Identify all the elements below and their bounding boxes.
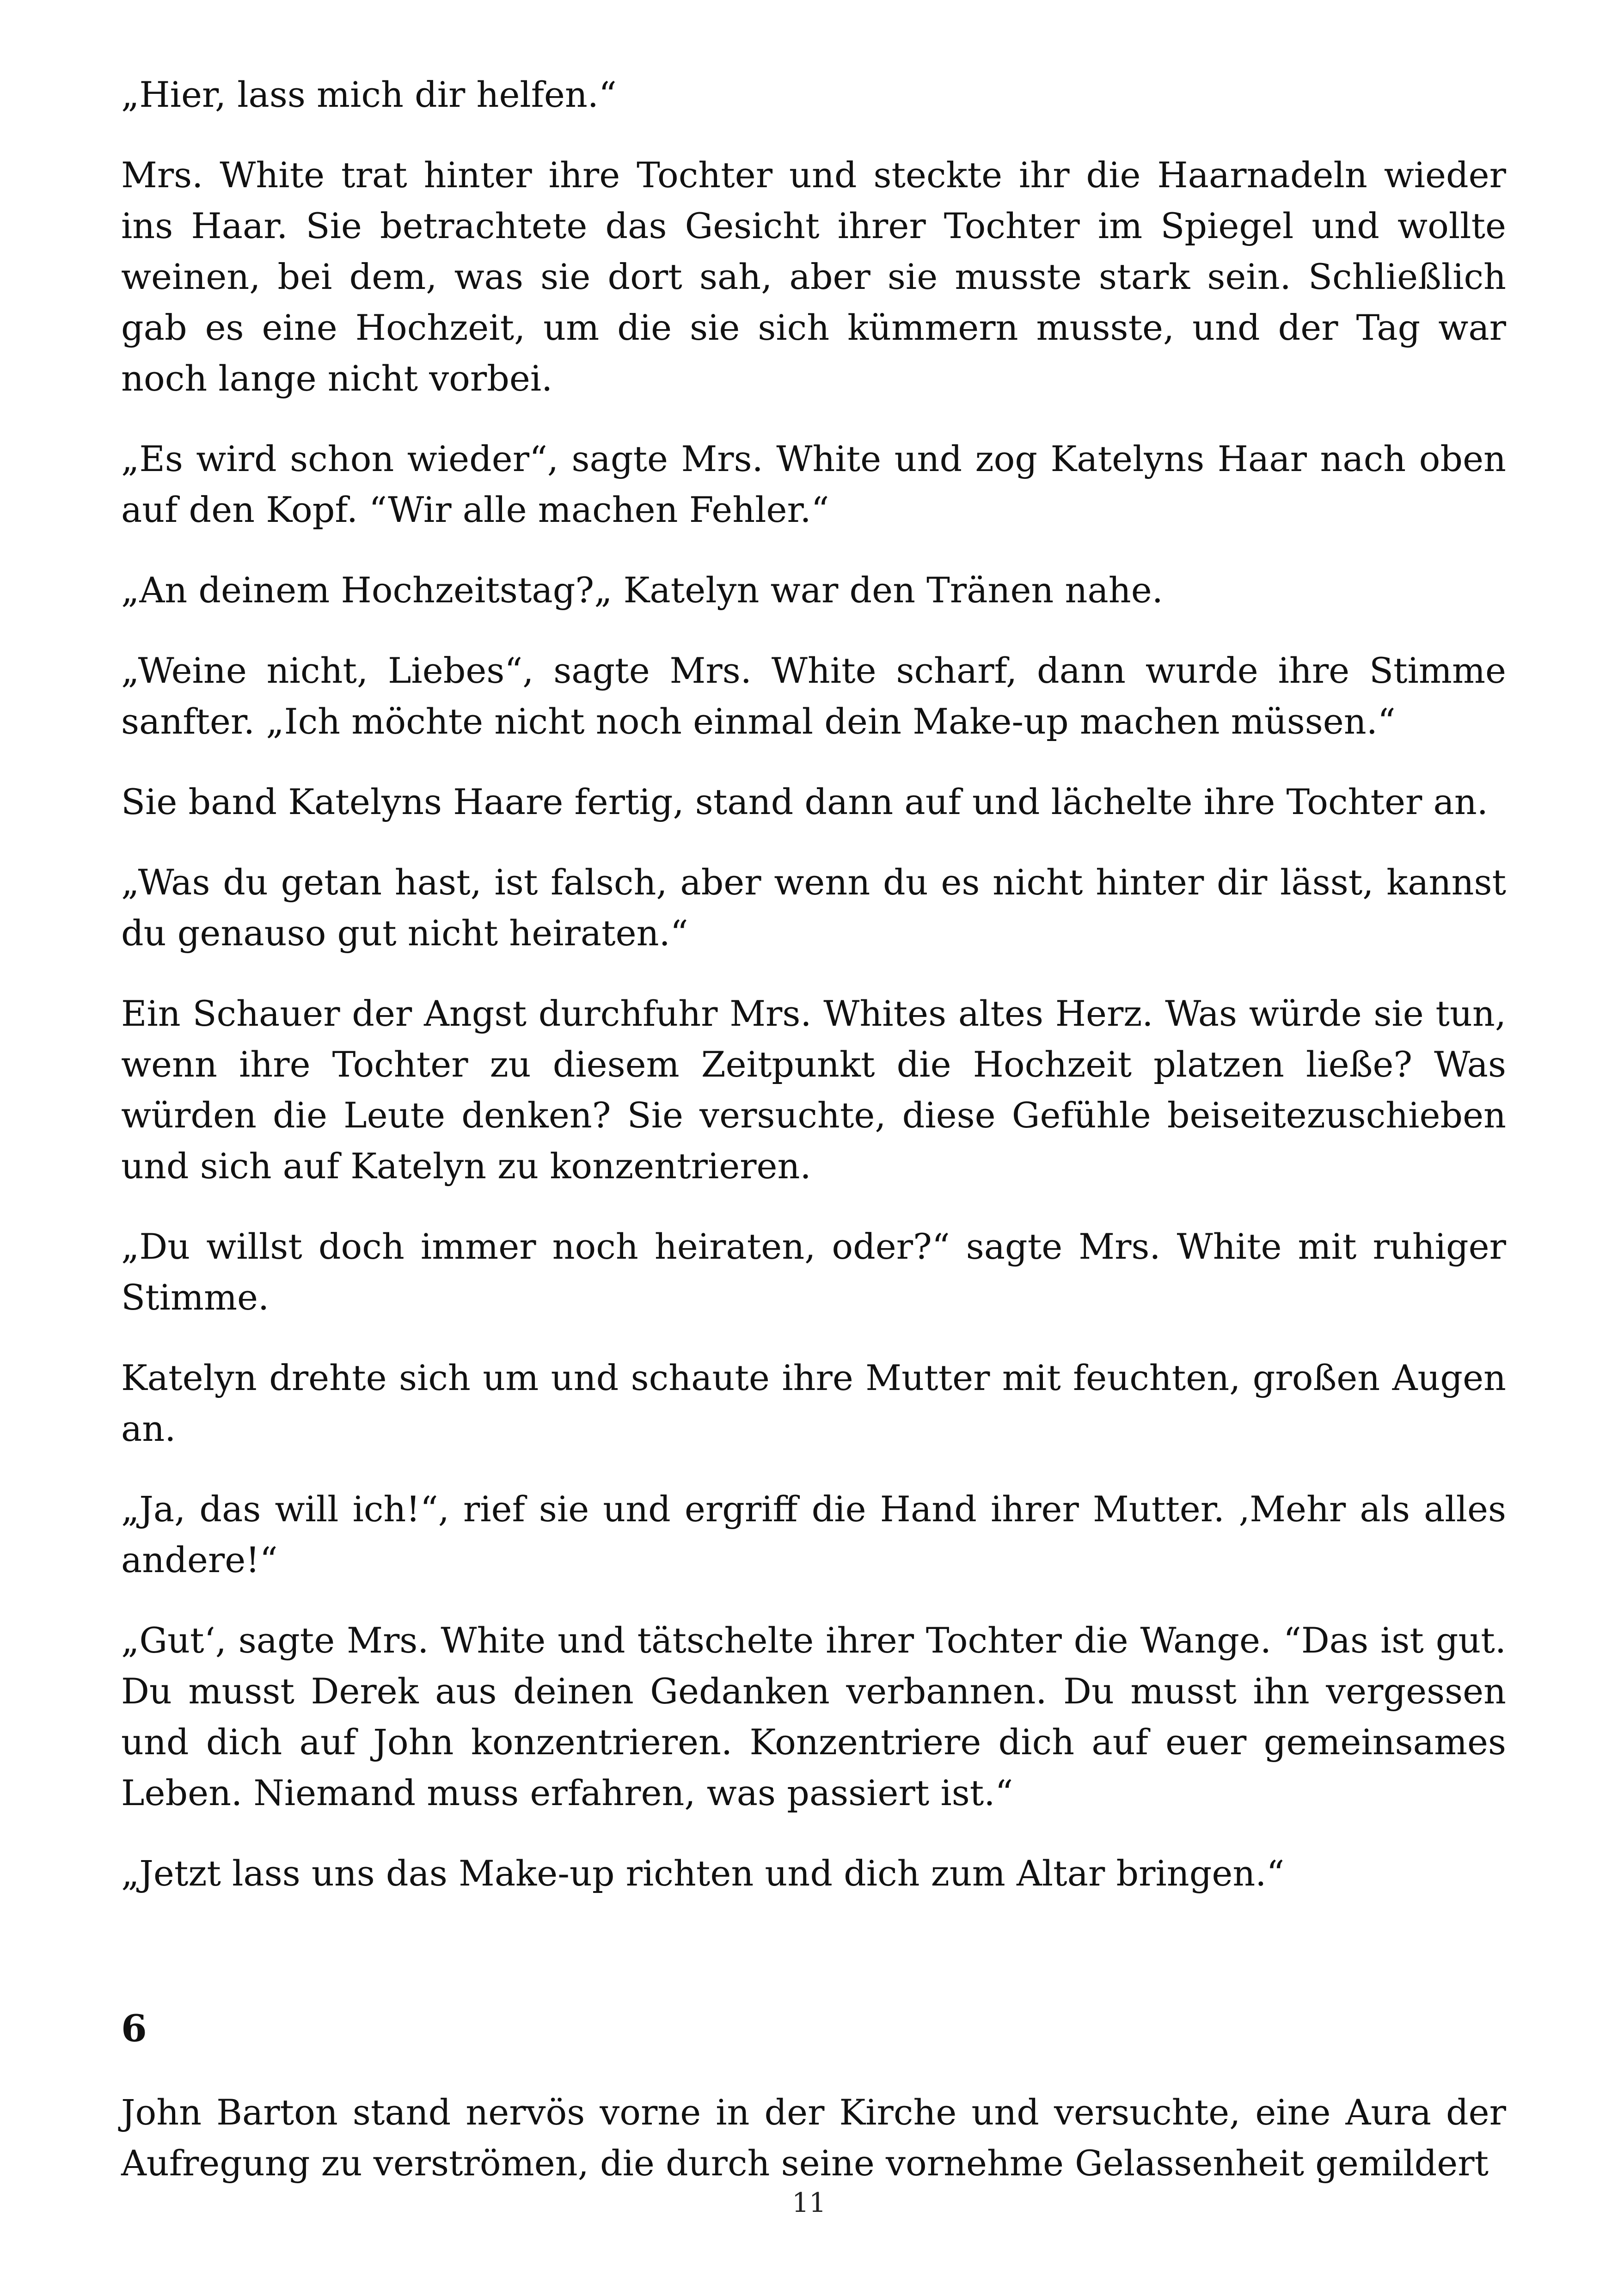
page-number: 11 (792, 2187, 826, 2218)
paragraph-1: „Hier, lass mich dir helfen.“ (121, 74, 617, 115)
paragraph-3: „Es wird schon wieder“, sagte Mrs. White und zog Katelyns Haar nach oben auf den Kopf. “Wir alle machen Fehler.“ (121, 438, 1506, 530)
paragraph-6: Sie band Katelyns Haare fertig, stand dann auf und lächelte ihre Tochter an. (121, 781, 1488, 822)
paragraph-5: „Weine nicht, Liebes“, sagte Mrs. White scharf, dann wurde ihre Stimme sanfter. „Ich möchte nicht noch einmal dein Make-up machen müssen.“ (121, 650, 1506, 742)
paragraph-chapter-start: John Barton stand nervös vorne in der Kirche und versuchte, eine Aura der Aufregung zu verströmen, die durch seine vornehme Gelassenheit gemildert (121, 2092, 1506, 2184)
page-body (121, 69, 1506, 2189)
paragraph-9: „Du willst doch immer noch heiraten, oder?“ sagte Mrs. White mit ruhiger Stimme. (121, 1226, 1506, 1318)
paragraph-4: „An deinem Hochzeitstag?„ Katelyn war den Tränen nahe. (121, 569, 1163, 611)
paragraph-2: Mrs. White trat hinter ihre Tochter und steckte ihr die Haarnadeln wieder ins Haar. Sie betrachtete das Gesicht ihrer Tochter im Spiegel und wollte weinen, bei dem, was sie dort sah, aber sie musste stark sein. Schließlich gab es eine Hochzeit, um die sie sich kümmern musste, und der Tag war noch lange nicht vorbei. (121, 154, 1506, 399)
paragraph-12: „Gut‘, sagte Mrs. White und tätschelte ihrer Tochter die Wange. “Das ist gut. Du musst Derek aus deinen Gedanken verbannen. Du musst ihn vergessen und dich auf John konzentrieren. Konzentriere dich auf euer gemeinsames Leben. Niemand muss erfahren, was passiert ist.“ (121, 1620, 1506, 1813)
paragraph-11: „Ja, das will ich!“, rief sie und ergriff die Hand ihrer Mutter. ‚Mehr als alles andere!“ (121, 1488, 1506, 1580)
chapter-heading: 6 (121, 2007, 147, 2050)
paragraph-8: Ein Schauer der Angst durchfuhr Mrs. Whites altes Herz. Was würde sie tun, wenn ihre Tochter zu diesem Zeitpunkt die Hochzeit platzen ließe? Was würden die Leute denken? Sie versuchte, diese Gefühle beiseitezuschieben und sich auf Katelyn zu konzentrieren. (121, 993, 1506, 1187)
paragraph-13: „Jetzt lass uns das Make-up richten und dich zum Altar bringen.“ (121, 1853, 1285, 1894)
paragraph-10: Katelyn drehte sich um und schaute ihre Mutter mit feuchten, großen Augen an. (121, 1357, 1506, 1449)
paragraph-7: „Was du getan hast, ist falsch, aber wenn du es nicht hinter dir lässt, kannst du genauso gut nicht heiraten.“ (121, 862, 1506, 954)
